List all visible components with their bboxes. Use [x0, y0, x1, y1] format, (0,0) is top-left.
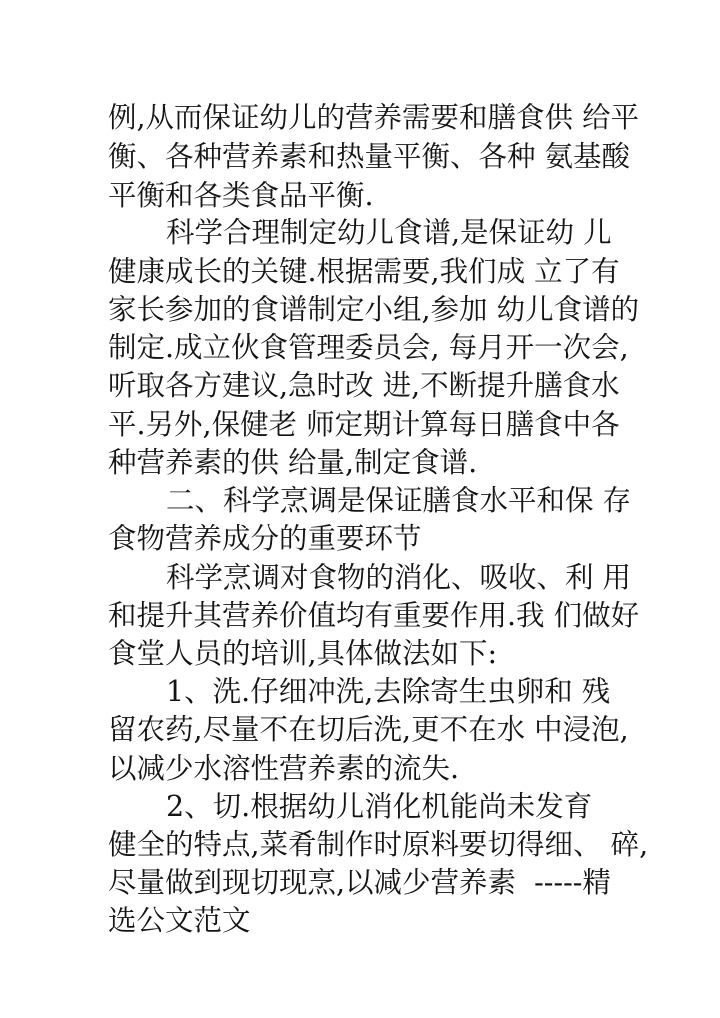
text-line-21: 尽量做到现切现烹,以减少营养素 -----精 — [108, 866, 611, 899]
section-heading-line-2: 食物营养成分的重要环节 — [108, 522, 422, 555]
section-heading-line-1: 二、科学烹调是保证膳食水平和保 存 — [166, 484, 632, 517]
text-line-3: 平衡和各类食品平衡. — [108, 179, 374, 212]
text-line-22: 选公文范文 — [108, 904, 251, 937]
text-line-2: 衡、各种营养素和热量平衡、各种 氨基酸 — [108, 140, 631, 173]
paragraph-1-first-line: 科学合理制定幼儿食谱,是保证幼 儿 — [166, 216, 612, 249]
text-line-15: 食堂人员的培训,具体做法如下: — [108, 637, 498, 670]
text-line-1: 例,从而保证幼儿的营养需要和膳食供 给平 — [108, 101, 640, 134]
text-line-10: 种营养素的供 给量,制定食谱. — [108, 446, 478, 479]
text-line-14: 和提升其营养价值均有重要作用.我 们做好 — [108, 599, 640, 632]
text-line-20: 健全的特点,菜肴制作时原料要切得细、 碎, — [108, 828, 649, 861]
text-line-9: 平.另外,保健老 师定期计算每日膳食中各 — [108, 408, 620, 441]
text-line-18: 以减少水溶性营养素的流失. — [108, 752, 460, 785]
text-line-7: 制定.成立伙食管理委员会, 每月开一次会, — [108, 331, 629, 364]
list-item-1-first-line: 1、洗.仔细冲洗,去除寄生虫卵和 残 — [166, 675, 611, 708]
paragraph-2-first-line: 科学烹调对食物的消化、吸收、利 用 — [166, 561, 632, 594]
text-line-17: 留农药,尽量不在切后洗,更不在水 中浸泡, — [108, 713, 629, 746]
text-line-6: 家长参加的食谱制定小组,参加 幼儿食谱的 — [108, 293, 640, 326]
text-line-8: 听取各方建议,急时改 进,不断提升膳食水 — [108, 369, 620, 402]
list-item-2-first-line: 2、切.根据幼儿消化机能尚未发育 — [166, 790, 593, 823]
text-line-5: 健康成长的关键.根据需要,我们成 立了有 — [108, 255, 620, 288]
